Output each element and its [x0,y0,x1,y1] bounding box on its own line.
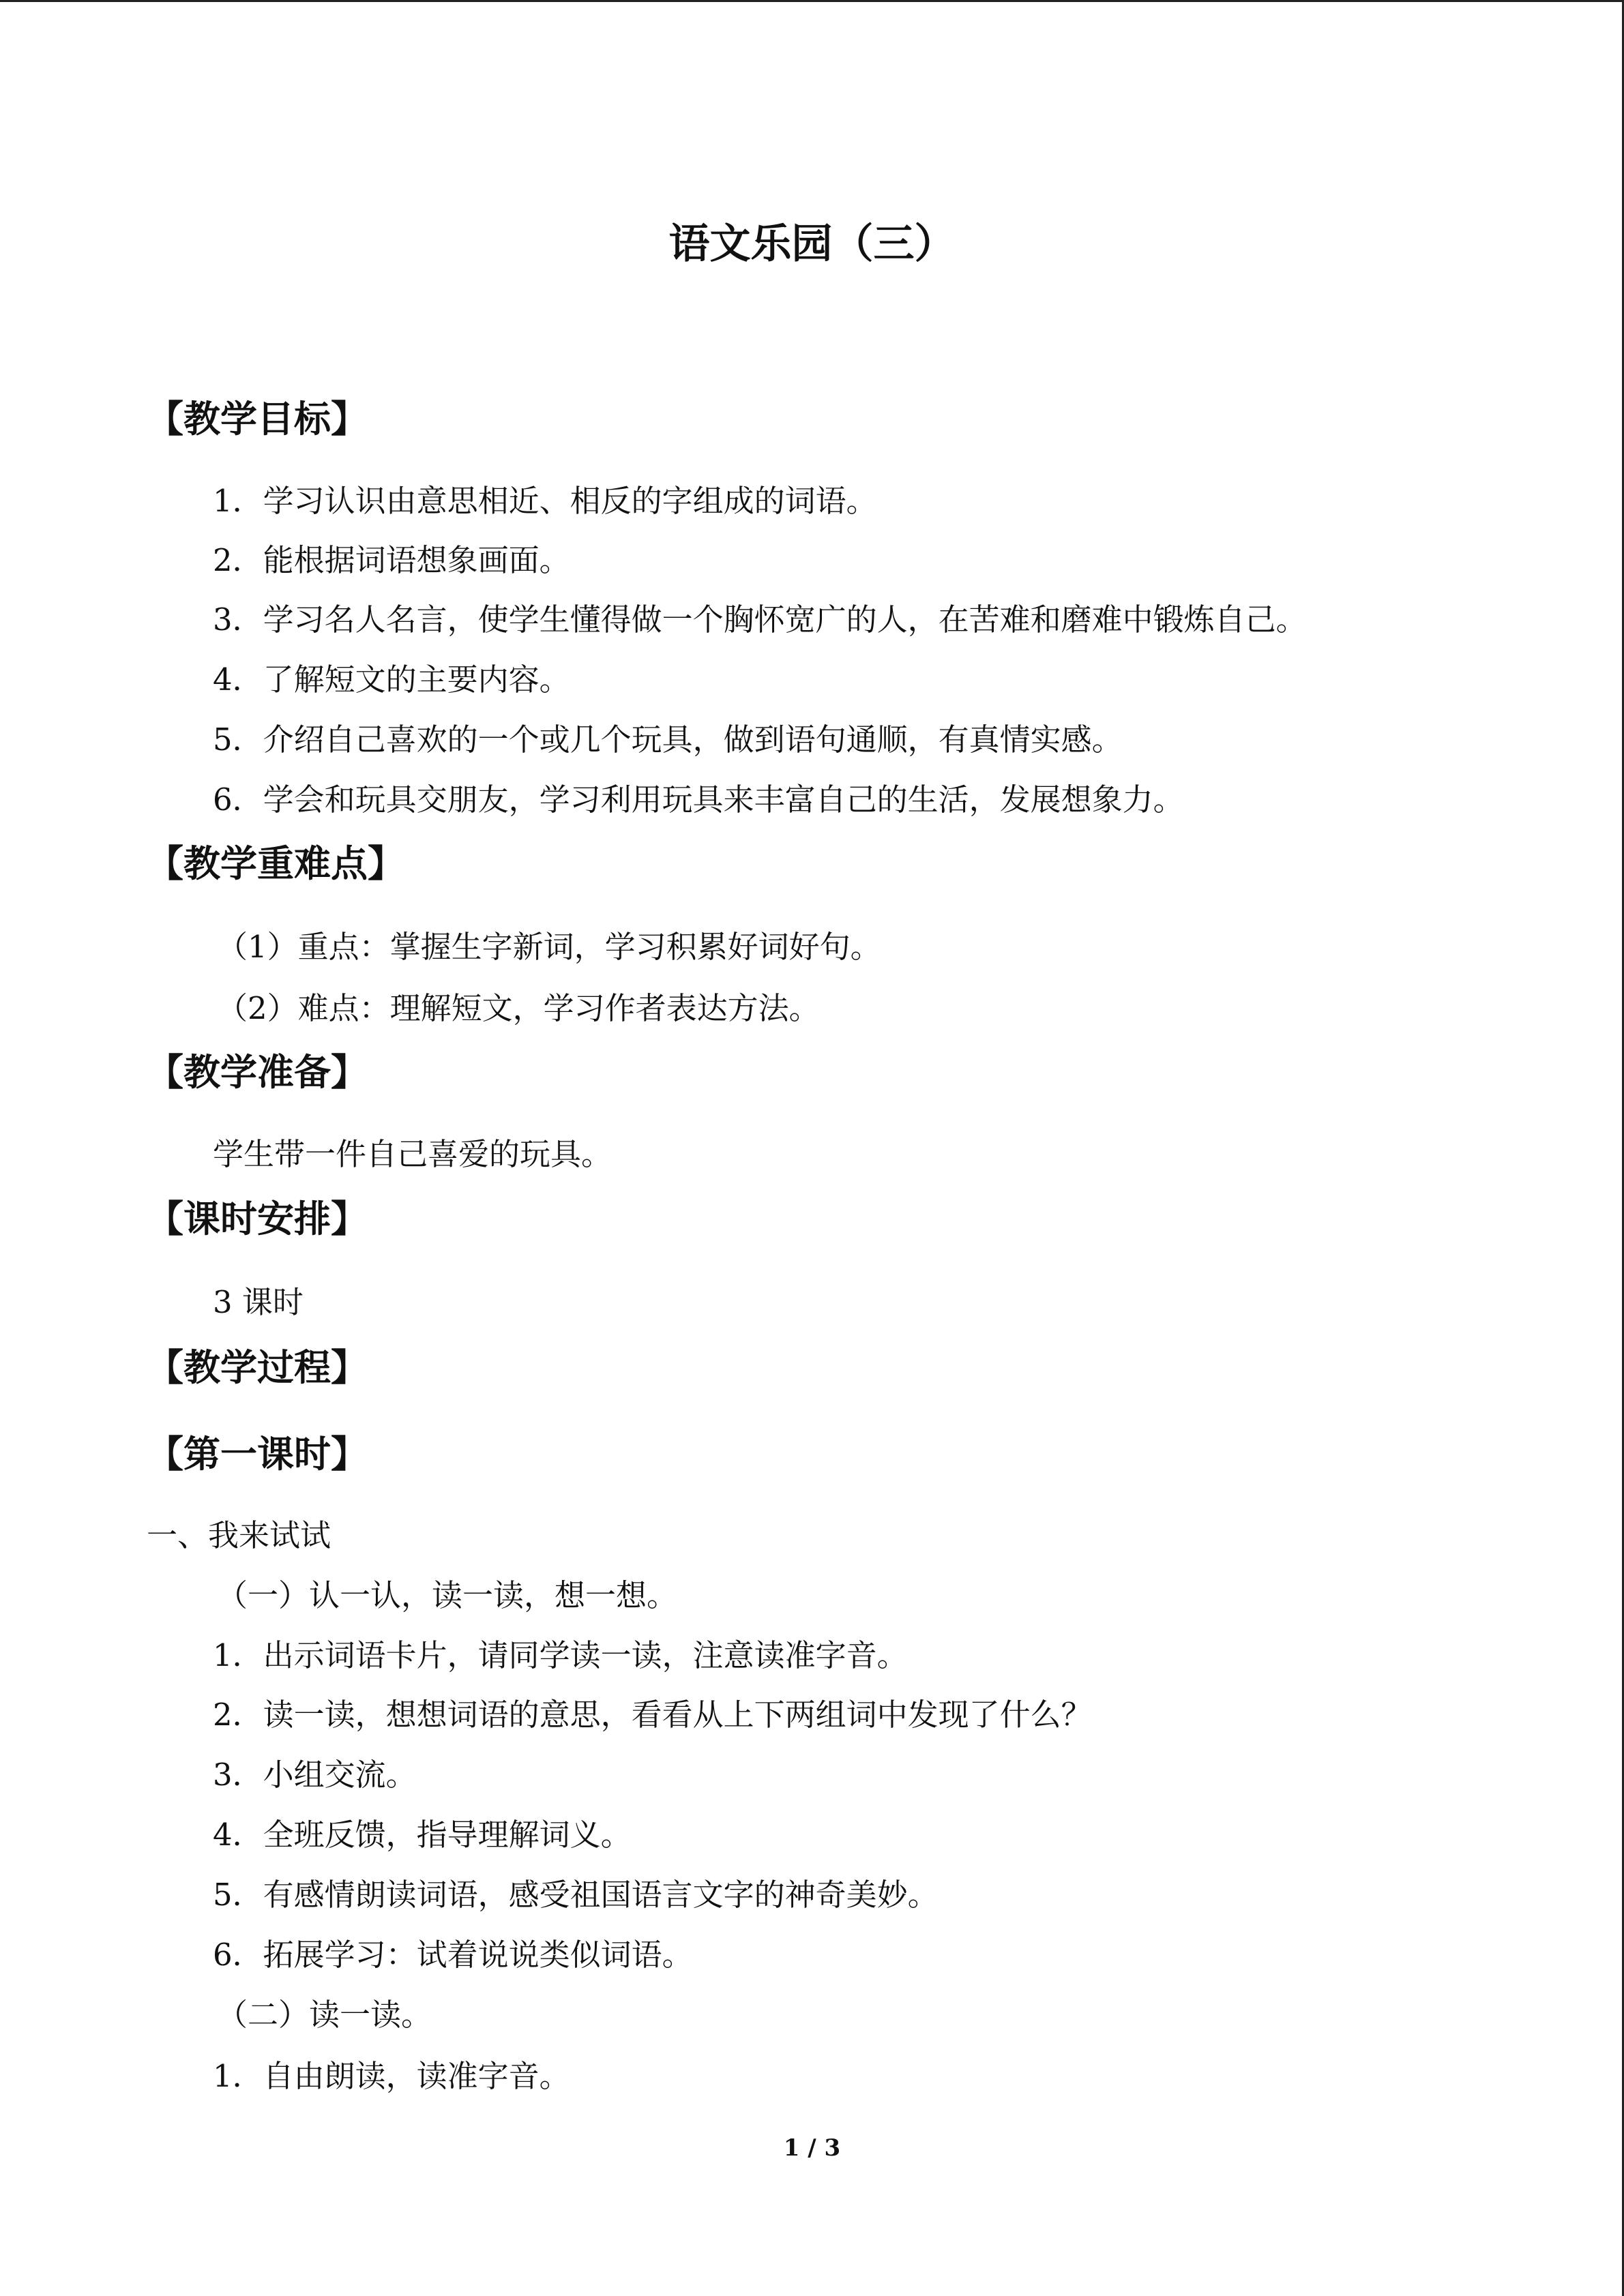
step-item: 3．小组交流。 [213,1757,417,1793]
step-item: 5．有感情朗读词语，感受祖国语言文字的神奇美妙。 [213,1877,939,1913]
step-item: 1．自由朗读，读准字音。 [213,2058,570,2094]
subsection-1: （一）认一认，读一读，想一想。 [217,1577,678,1613]
objective-item: 1．学习认识由意思相近、相反的字组成的词语。 [213,483,877,519]
step-item: 6．拓展学习：试着说说类似词语。 [213,1937,693,1973]
heading-preparation: 【教学准备】 [147,1050,368,1094]
schedule-text: 3 课时 [213,1284,304,1320]
subsection-2: （二）读一读。 [217,1997,432,2033]
heading-lesson1: 【第一课时】 [147,1432,368,1476]
heading-schedule: 【课时安排】 [147,1197,368,1240]
step-item: 2．读一读，想想词语的意思，看看从上下两组词中发现了什么？ [213,1697,1092,1733]
heading-keypoints: 【教学重难点】 [147,841,404,885]
page-top-border [0,0,1624,2]
objective-item: 6．学会和玩具交朋友，学习利用玩具来丰富自己的生活，发展想象力。 [213,781,1184,818]
heading-process: 【教学过程】 [147,1345,368,1389]
objective-item: 2．能根据词语想象画面。 [213,542,570,578]
keypoint-item: （2）难点：理解短文，学习作者表达方法。 [217,990,820,1026]
heading-objectives: 【教学目标】 [147,397,368,441]
step-item: 4．全班反馈，指导理解词义。 [213,1817,632,1853]
objective-item: 3．学习名人名言，使学生懂得做一个胸怀宽广的人，在苦难和磨难中锻炼自己。 [213,601,1307,638]
objective-item: 4．了解短文的主要内容。 [213,661,570,698]
keypoint-item: （1）重点：掌握生字新词，学习积累好词好句。 [217,929,881,965]
step-item: 1．出示词语卡片，请同学读一读，注意读准字音。 [213,1637,908,1673]
section-part1: 一、我来试试 [147,1517,331,1553]
page-number: 1 / 3 [783,2134,841,2162]
document-title: 语文乐园（三） [668,220,956,268]
preparation-text: 学生带一件自己喜爱的玩具。 [213,1136,612,1172]
objective-item: 5．介绍自己喜欢的一个或几个玩具，做到语句通顺，有真情实感。 [213,721,1123,758]
